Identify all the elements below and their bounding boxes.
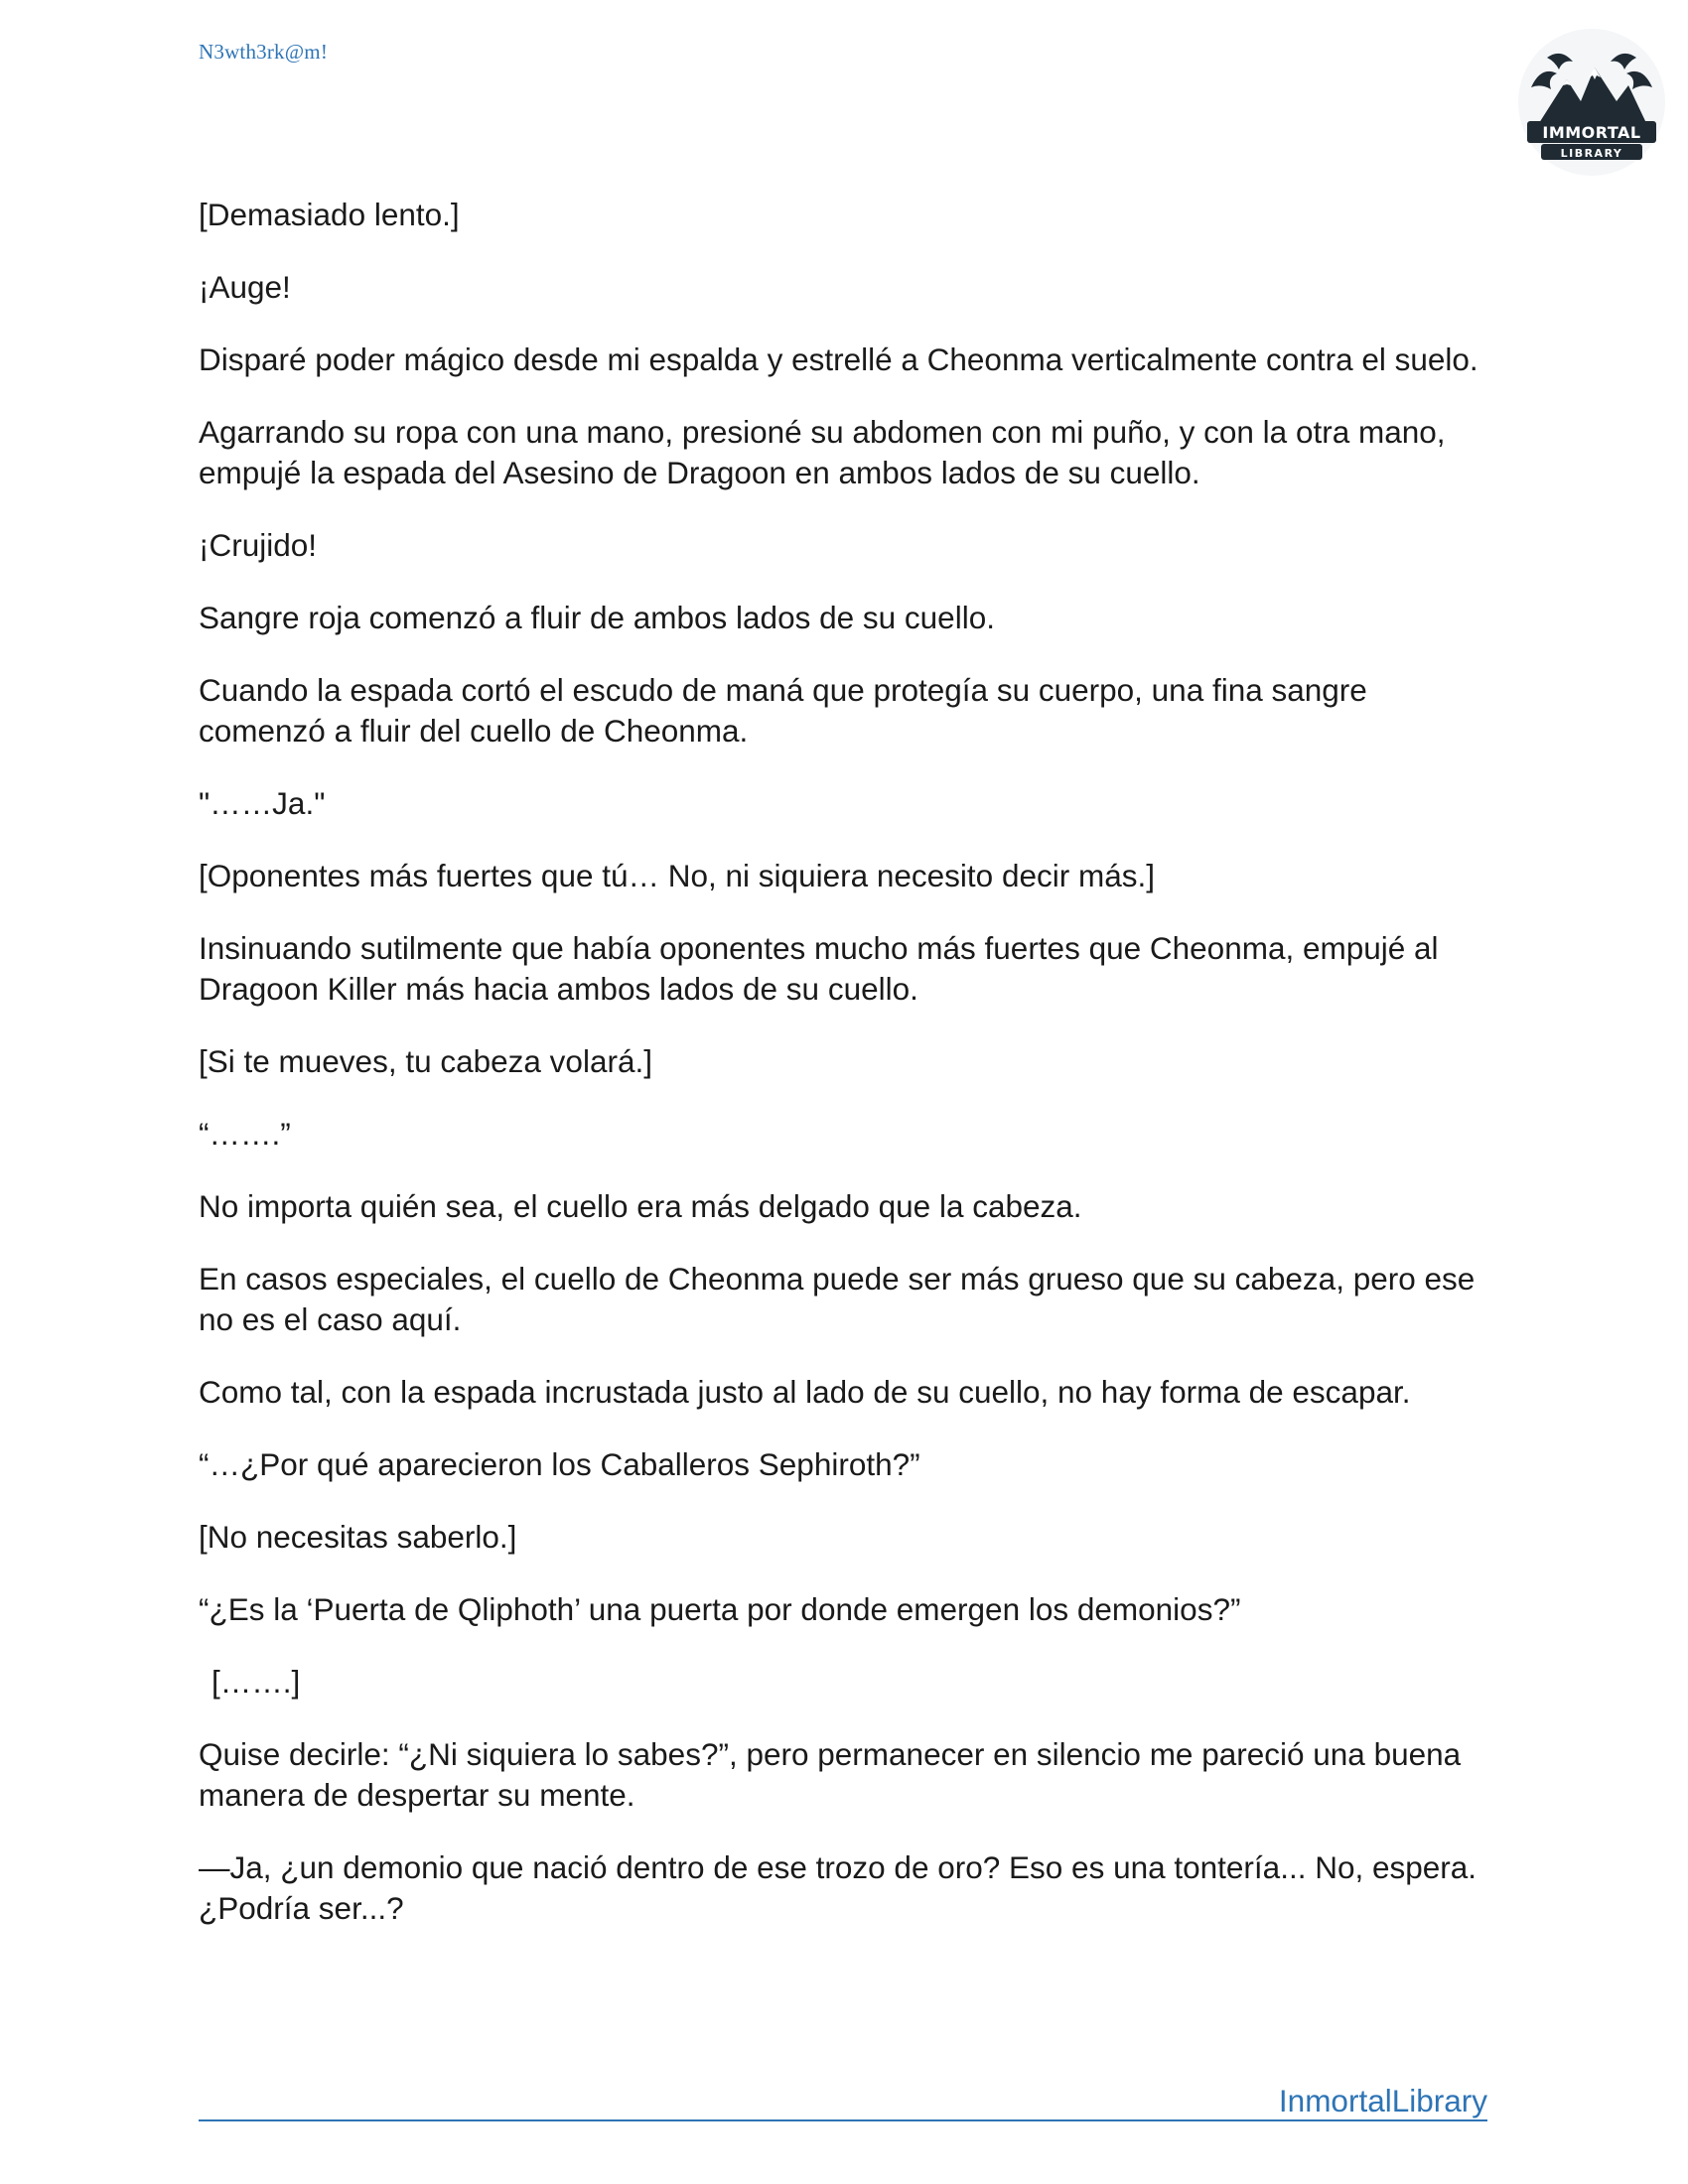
body-paragraph: [Si te mueves, tu cabeza volará.] bbox=[199, 1043, 652, 1079]
body-paragraph: Agarrando su ropa con una mano, presioné su abdomen con mi puño, y con la otra mano, empujé la espada del Asesino de Dragoon en ambos lados de su cuello. bbox=[199, 414, 1455, 490]
chapter-body bbox=[199, 195, 1499, 1961]
body-paragraph: "……Ja." bbox=[199, 785, 326, 821]
logo-text-top: IMMORTAL bbox=[1542, 123, 1641, 142]
body-paragraph: Cuando la espada cortó el escudo de maná que protegía su cuerpo, una fina sangre comenzó a fluir del cuello de Cheonma. bbox=[199, 672, 1376, 749]
body-paragraph: En casos especiales, el cuello de Cheonma puede ser más grueso que su cabeza, pero ese no es el caso aquí. bbox=[199, 1261, 1484, 1337]
footer-link[interactable]: InmortalLibrary bbox=[1278, 2083, 1487, 2118]
body-paragraph: “¿Es la ‘Puerta de Qliphoth’ una puerta por donde emergen los demonios?” bbox=[199, 1591, 1241, 1627]
body-paragraph: ¡Auge! bbox=[199, 269, 291, 305]
body-paragraph: Insinuando sutilmente que había oponentes mucho más fuertes que Cheonma, empujé al Dragoon Killer más hacia ambos lados de su cuello. bbox=[199, 930, 1448, 1007]
body-paragraph: [No necesitas saberlo.] bbox=[199, 1519, 517, 1555]
body-paragraph: [Oponentes más fuertes que tú… No, ni siquiera necesito decir más.] bbox=[199, 858, 1155, 893]
footer-rule bbox=[199, 2119, 1487, 2121]
body-paragraph: [Demasiado lento.] bbox=[199, 197, 460, 232]
body-paragraph: […….] bbox=[211, 1664, 301, 1700]
immortal-library-logo bbox=[1517, 28, 1666, 177]
body-paragraph: ¡Crujido! bbox=[199, 527, 318, 563]
body-paragraph: No importa quién sea, el cuello era más delgado que la cabeza. bbox=[199, 1188, 1082, 1224]
logo-text-bottom: LIBRARY bbox=[1560, 147, 1623, 160]
body-paragraph: “…¿Por qué aparecieron los Caballeros Sephiroth?” bbox=[199, 1446, 920, 1482]
header-tag: N3wth3rk@m! bbox=[199, 40, 329, 64]
body-paragraph: Disparé poder mágico desde mi espalda y estrellé a Cheonma verticalmente contra el suelo. bbox=[199, 341, 1478, 377]
body-paragraph: Sangre roja comenzó a fluir de ambos lados de su cuello. bbox=[199, 600, 995, 635]
body-paragraph: Quise decirle: “¿Ni siquiera lo sabes?”, pero permanecer en silencio me pareció una buena manera de despertar su mente. bbox=[199, 1736, 1470, 1813]
body-paragraph: Como tal, con la espada incrustada justo al lado de su cuello, no hay forma de escapar. bbox=[199, 1374, 1411, 1410]
body-paragraph: “…….” bbox=[199, 1116, 291, 1152]
body-paragraph: —Ja, ¿un demonio que nació dentro de ese trozo de oro? Eso es una tontería... No, espera. ¿Podría ser...? bbox=[199, 1849, 1485, 1926]
